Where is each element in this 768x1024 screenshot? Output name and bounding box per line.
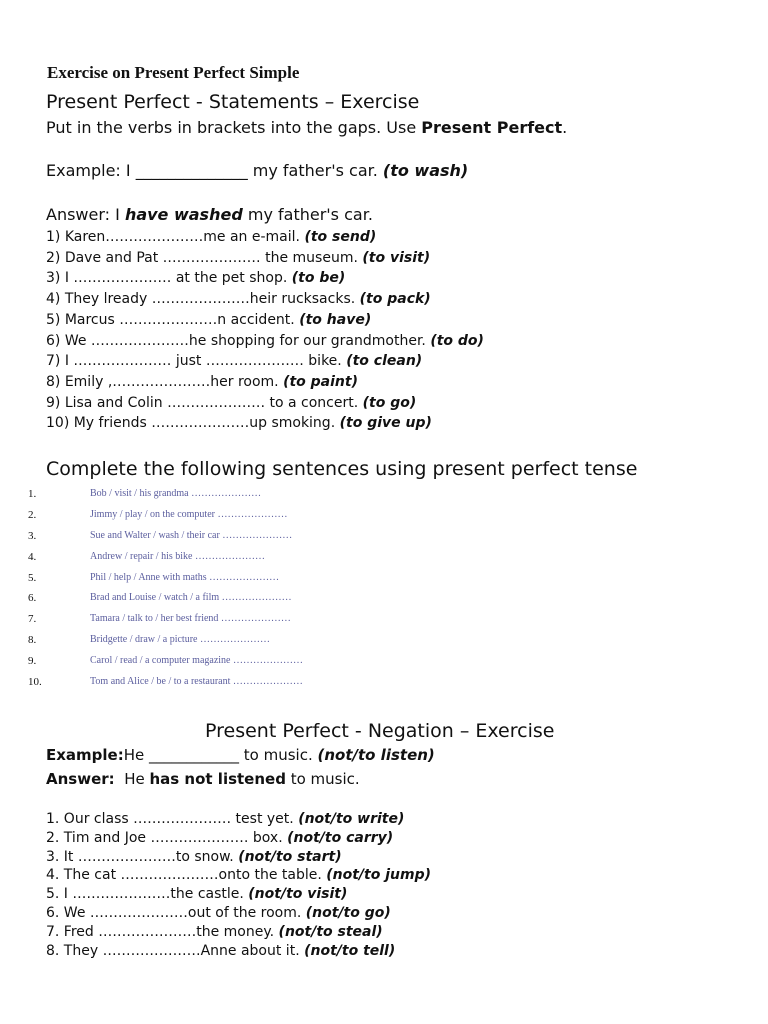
list-item — [46, 227, 484, 248]
item-hint: (not/to start) — [238, 848, 342, 865]
negation-answer-line — [46, 770, 360, 788]
item-text: 3. It …………………to snow. — [46, 848, 239, 865]
item-number: 1. — [28, 488, 37, 500]
section-heading-negation: Present Perfect - Negation – Exercise — [205, 720, 555, 742]
item-hint: (to have) — [299, 311, 372, 328]
list-item — [46, 413, 484, 434]
document-title: Exercise on Present Perfect Simple — [47, 63, 300, 82]
list-item — [46, 310, 484, 331]
section-heading-complete: Complete the following sentences using present perfect tense — [46, 458, 638, 480]
item-number: 3. — [28, 529, 37, 542]
item-text: 5) Marcus …………………n accident. — [46, 311, 300, 328]
item-text: 7) I ………………… just ………………… bike. — [46, 353, 347, 370]
list-item — [46, 810, 431, 829]
item-text: 4. The cat …………………onto the table. — [46, 867, 327, 884]
item-text: 2) Dave and Pat ………………… the museum. — [46, 249, 363, 266]
list-item — [0, 610, 768, 631]
list-item — [0, 548, 768, 569]
list-item — [46, 904, 431, 923]
list-item — [0, 673, 768, 694]
list-item — [46, 372, 484, 393]
item-hint: (not/to tell) — [304, 942, 396, 959]
item-hint: (to clean) — [346, 353, 423, 370]
item-text: Tamara / talk to / her best friend ………………… — [90, 613, 291, 625]
statements-list — [46, 227, 484, 434]
example-line — [46, 161, 468, 180]
item-number: 6. — [28, 592, 37, 605]
list-item — [46, 866, 431, 885]
item-number: 8. — [28, 634, 37, 647]
list-item — [46, 829, 431, 848]
answer-prefix: He — [114, 770, 150, 788]
item-hint: (to visit) — [362, 249, 431, 266]
item-hint: (to be) — [291, 270, 346, 287]
instruction-prefix: Put in the verbs in brackets into the gaps. Use — [46, 118, 422, 137]
item-hint: (not/to go) — [305, 904, 391, 921]
instruction-suffix: . — [562, 118, 568, 137]
list-item — [0, 527, 768, 548]
list-item — [46, 885, 431, 904]
list-item — [46, 331, 484, 352]
example-hint: (not/to listen) — [317, 746, 435, 764]
complete-sentences-list — [0, 485, 768, 694]
answer-prefix: Answer: I — [46, 205, 125, 224]
negation-list — [46, 810, 431, 960]
negation-example-line — [46, 746, 435, 764]
list-item — [0, 485, 768, 506]
list-item — [46, 268, 484, 289]
item-number: 9. — [28, 655, 37, 668]
example-label: Example: — [46, 746, 124, 764]
item-number: 10. — [28, 676, 42, 689]
item-text: Andrew / repair / his bike ………………… — [90, 550, 265, 562]
item-hint: (to go) — [362, 394, 417, 411]
item-text: Jimmy / play / on the computer ………………… — [90, 508, 288, 520]
item-text: 2. Tim and Joe ………………… box. — [46, 829, 288, 846]
item-text: 6) We …………………he shopping for our grandmother. — [46, 332, 431, 349]
answer-label: Answer: — [46, 770, 115, 788]
item-hint: (to give up) — [339, 415, 432, 432]
item-hint: (to pack) — [359, 291, 431, 308]
example-hint: (to wash) — [382, 161, 469, 180]
item-text: 9) Lisa and Colin ………………… to a concert. — [46, 394, 363, 411]
item-text: Bridgette / draw / a picture ………………… — [90, 634, 270, 646]
list-item — [46, 289, 484, 310]
list-item — [0, 569, 768, 590]
item-text: Phil / help / Anne with maths ………………… — [90, 571, 280, 583]
instruction-text — [46, 118, 567, 137]
item-hint: (to send) — [304, 229, 377, 245]
item-number: 2. — [28, 508, 37, 521]
list-item — [0, 652, 768, 673]
item-hint: (to paint) — [283, 373, 358, 390]
item-number: 7. — [28, 613, 37, 626]
list-item — [46, 248, 484, 269]
answer-suffix: to music. — [285, 770, 360, 788]
item-text: Bob / visit / his grandma ………………… — [90, 488, 262, 499]
list-item — [46, 393, 484, 414]
item-text: 7. Fred …………………the money. — [46, 923, 279, 940]
item-text: Carol / read / a computer magazine ………………… — [90, 655, 303, 667]
answer-bold: have washed — [124, 205, 243, 224]
item-hint: (not/to steal) — [278, 923, 383, 940]
item-hint: (not/to jump) — [326, 867, 431, 884]
item-text: 4) They lready …………………heir rucksacks. — [46, 291, 360, 308]
item-text: 10) My friends …………………up smoking. — [46, 415, 340, 432]
section-heading-statements: Present Perfect - Statements – Exercise — [46, 91, 420, 113]
item-hint: (not/to visit) — [248, 886, 348, 903]
answer-bold: has not listened — [149, 770, 286, 788]
item-text: 1. Our class ………………… test yet. — [46, 811, 299, 827]
list-item — [46, 351, 484, 372]
answer-suffix: my father's car. — [242, 205, 373, 224]
item-hint: (not/to carry) — [287, 829, 394, 846]
list-item — [0, 589, 768, 610]
list-item — [0, 506, 768, 527]
list-item — [0, 631, 768, 652]
item-text: 3) I ………………… at the pet shop. — [46, 270, 292, 287]
list-item — [46, 923, 431, 942]
item-number: 4. — [28, 550, 37, 563]
item-text: Sue and Walter / wash / their car ………………… — [90, 529, 293, 541]
list-item — [46, 848, 431, 867]
item-text: 5. I …………………the castle. — [46, 886, 249, 903]
item-text: Brad and Louise / watch / a film ………………… — [90, 592, 292, 604]
instruction-bold: Present Perfect — [421, 118, 563, 137]
item-text: 1) Karen…………………me an e-mail. — [46, 229, 305, 245]
item-text: Tom and Alice / be / to a restaurant ………………… — [90, 676, 303, 688]
answer-line — [46, 205, 373, 224]
item-text: 8. They …………………Anne about it. — [46, 942, 305, 959]
item-number: 5. — [28, 571, 37, 584]
item-text: 8) Emily ,…………………her room. — [46, 373, 284, 390]
example-text: He ____________ to music. — [123, 746, 318, 764]
item-text: 6. We …………………out of the room. — [46, 904, 306, 921]
list-item — [46, 942, 431, 961]
item-hint: (to do) — [430, 332, 484, 349]
example-text: Example: I ______________ my father's car. — [46, 161, 383, 180]
item-hint: (not/to write) — [298, 811, 405, 827]
